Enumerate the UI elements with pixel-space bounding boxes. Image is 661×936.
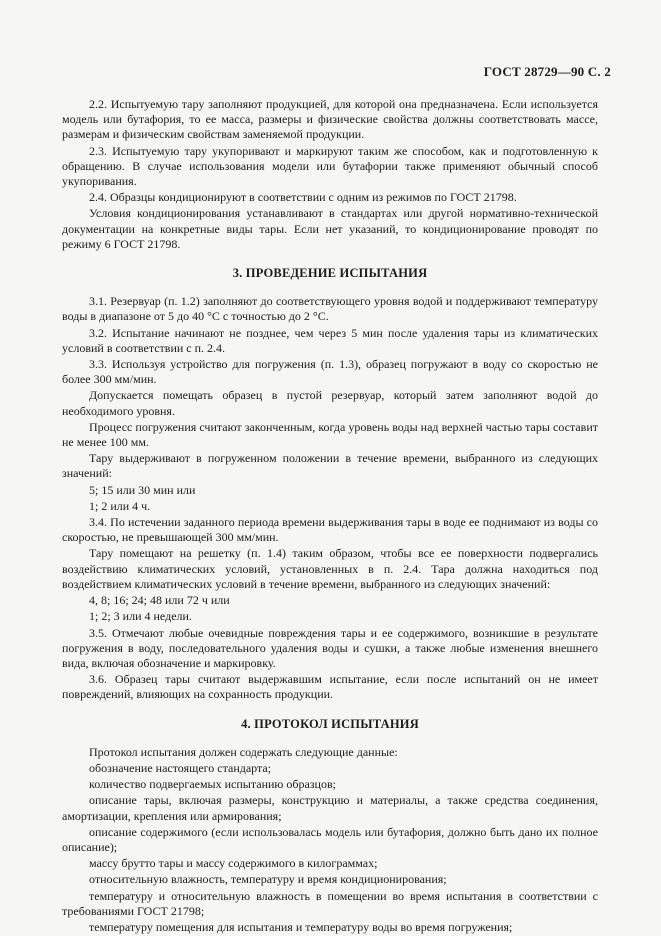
- paragraph: температуру помещения для испытания и температуру воды во время погружения;: [89, 919, 513, 934]
- paragraph: обозначение настоящего стандарта;: [89, 760, 272, 775]
- paragraph: массу брутто тары и массу содержимого в килограммах;: [89, 856, 378, 871]
- paragraph: 3.5. Отмечают любые очевидные повреждения тары и ее содержимого, возникшие в результате погружения в воду, последовательного удаления воды и сушки, а также любые изменения внешнего вида, включая обозначение и маркировку.: [62, 625, 598, 670]
- value-line: 4, 8; 16; 24; 48 или 72 ч или: [89, 593, 230, 608]
- paragraph: Процесс погружения считают законченным, когда уровень воды над верхней частью тары составит не менее 100 мм.: [62, 419, 598, 450]
- paragraph: Условия кондиционирования устанавливают в стандартах или другой нормативно-технической документации на конкретные виды тары. Если нет указаний, то кондиционирование проводят по режиму 6 ГОСТ 21798.: [62, 206, 598, 251]
- page-header: ГОСТ 28729—90 С. 2: [483, 64, 611, 79]
- paragraph: относительную влажность, температуру и время кондиционирования;: [89, 872, 447, 887]
- paragraph: Допускается помещать образец в пустой резервуар, который затем заполняют водой до необходимого уровня.: [62, 388, 598, 418]
- document-body: [62, 97, 598, 936]
- paragraph: 2.4. Образцы кондиционируют в соответствии с одним из режимов по ГОСТ 21798.: [89, 190, 517, 205]
- paragraph: Тару помещают на решетку (п. 1.4) таким образом, чтобы все ее поверхности подвергались воздействию климатических условий, установленных в п. 2.4. Тара должна находиться под воздействием климатических условий в течение времени, выбранного из следующих значений:: [62, 546, 598, 591]
- paragraph: описание тары, включая размеры, конструкцию и материалы, а также средства соединения, амортизации, крепления или армирования;: [62, 793, 598, 823]
- value-line: 5; 15 или 30 мин или: [89, 482, 196, 497]
- section-heading: 3. ПРОВЕДЕНИЕ ИСПЫТАНИЯ: [232, 266, 428, 281]
- paragraph: описание содержимого (если использовалась модель или бутафория, должно быть дано их полное описание);: [62, 824, 598, 854]
- paragraph: Тару выдерживают в погруженном положении в течение времени, выбранного из следующих значений:: [62, 451, 598, 481]
- paragraph: Протокол испытания должен содержать следующие данные:: [89, 744, 398, 759]
- paragraph: 3.4. По истечении заданного периода времени выдерживания тары в воде ее поднимают из воды со скоростью, не превышающей 300 мм/мин.: [62, 515, 598, 545]
- paragraph: количество подвергаемых испытанию образцов;: [89, 777, 336, 792]
- paragraph: 3.2. Испытание начинают не позднее, чем через 5 мин после удаления тары из климатических условий в соответствии с п. 2.4.: [62, 325, 598, 355]
- paragraph: температуру и относительную влажность в помещении во время испытания в соответствии с требованиями ГОСТ 21798;: [62, 888, 598, 918]
- paragraph: 3.6. Образец тары считают выдержавшим испытание, если после испытаний он не имеет повреждений, влияющих на сохранность продукции.: [62, 672, 598, 702]
- section-heading: 4. ПРОТОКОЛ ИСПЫТАНИЯ: [241, 716, 419, 731]
- paragraph: 3.1. Резервуар (п. 1.2) заполняют до соответствующего уровня водой и поддерживают температуру воды в диапазоне от 5 до 40 °С с точностью до 2 °С.: [62, 294, 598, 324]
- paragraph: 2.2. Испытуемую тару заполняют продукцией, для которой она предназначена. Если используется модель или бутафория, то ее масса, размеры и физические свойства должны соответствовать массе, размерам и физическим свойствам заменяемой продукции.: [62, 97, 598, 142]
- value-line: 1; 2 или 4 ч.: [89, 498, 151, 513]
- value-line: 1; 2; 3 или 4 недели.: [89, 609, 192, 624]
- paragraph: 2.3. Испытуемую тару укупоривают и маркируют таким же способом, как и подготовленную к обращению. В случае использования модели или бутафории также применяют обычный способ укупоривания.: [62, 143, 598, 189]
- paragraph: 3.3. Используя устройство для погружения (п. 1.3), образец погружают в воду со скоростью не более 300 мм/мин.: [62, 357, 598, 387]
